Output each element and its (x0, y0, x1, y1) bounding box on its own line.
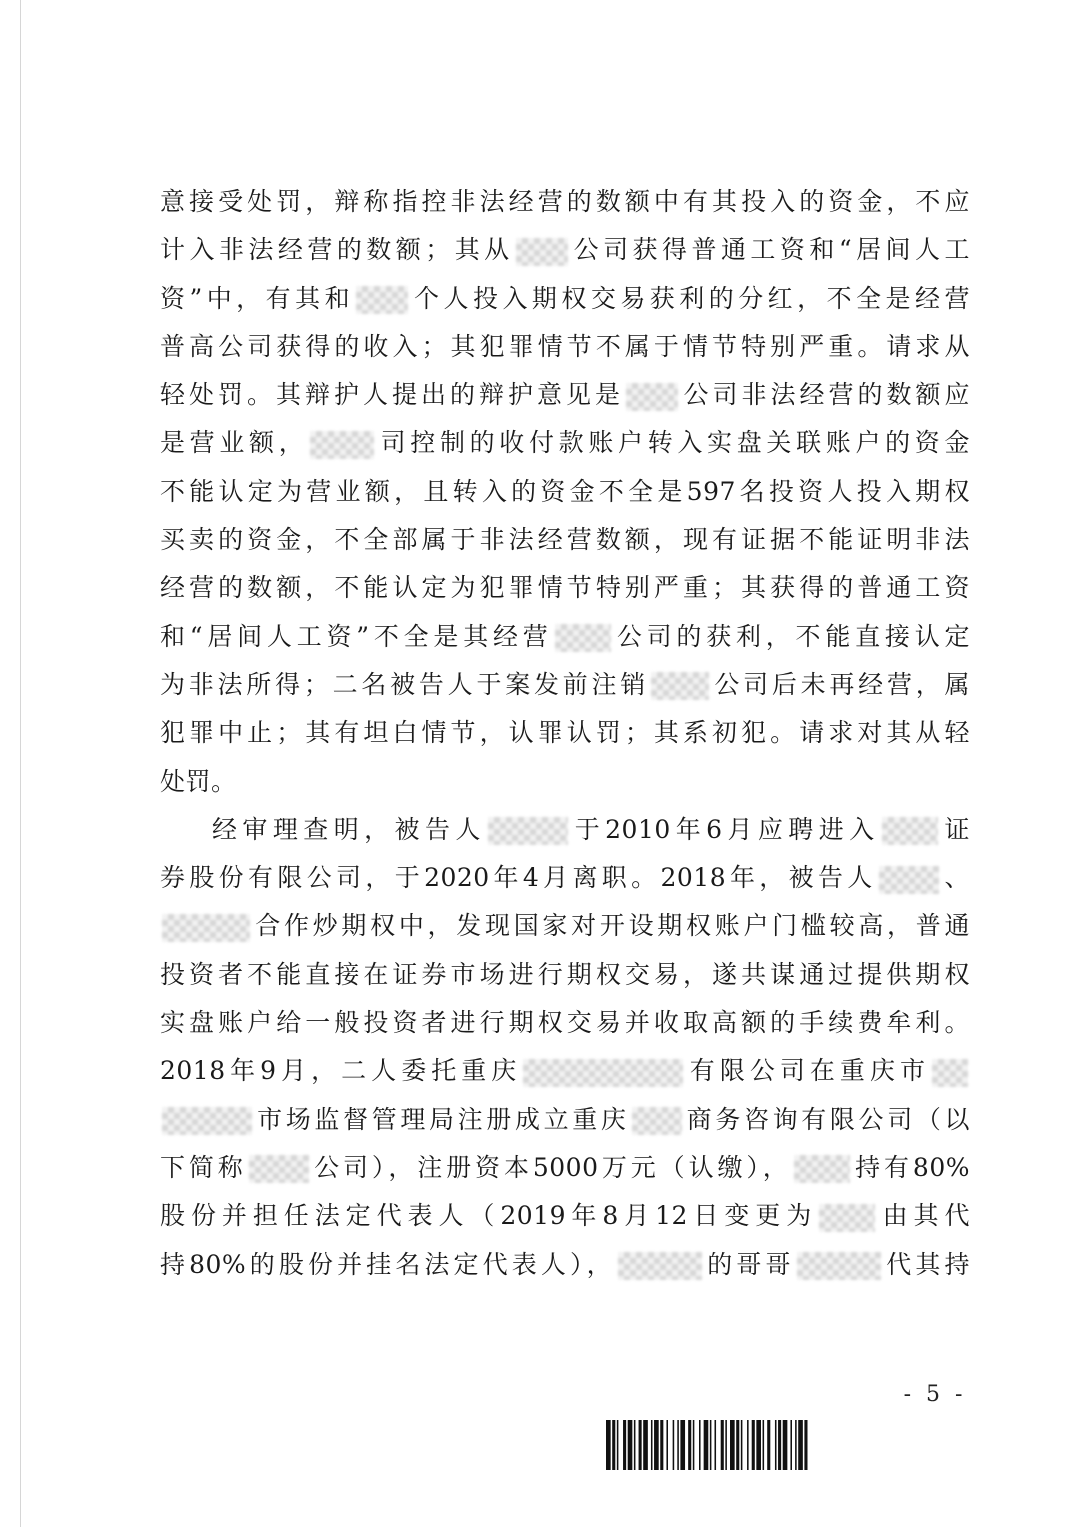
barcode-bar (699, 1420, 701, 1470)
redaction-mask (523, 1059, 683, 1087)
text-line: 投资者不能直接在证券市场进行期权交易，遂共谋通过提供期权 (160, 959, 970, 989)
redaction-mask (356, 286, 408, 314)
barcode (606, 1420, 958, 1470)
barcode-bar (715, 1420, 717, 1470)
barcode-bar (775, 1420, 777, 1470)
barcode-bar (623, 1420, 626, 1470)
text-line: 2018年9月，二人委托重庆 有限公司在重庆市 (160, 1047, 970, 1095)
redaction-mask (632, 1107, 682, 1135)
barcode-bar (804, 1420, 807, 1470)
text-line: 经审理查明，被告人 于2010年6月应聘进入 证 (212, 814, 970, 844)
redaction-mask (516, 238, 568, 266)
page-edge-line (20, 0, 21, 1527)
text-line: 为非法所得；二名被告人于案发前注销 公司后未再经营，属 (160, 669, 970, 699)
redaction-mask (162, 1107, 252, 1135)
page-number: - 5 - (903, 1382, 967, 1407)
barcode-bar (677, 1420, 679, 1470)
paragraph-defense (160, 178, 970, 806)
text-line: 轻处罚。其辩护人提出的辩护意见是 公司非法经营的数额应 (160, 380, 970, 410)
barcode-bar (721, 1420, 724, 1470)
redaction-mask (162, 914, 250, 942)
barcode-bar (725, 1420, 727, 1470)
barcode-bar (752, 1420, 755, 1470)
barcode-bar (741, 1420, 743, 1470)
text-line: 犯罪中止；其有坦白情节，认罪认罚；其系初犯。请求对其从轻 (160, 718, 970, 748)
text-line: 经营的数额，不能认定为犯罪情节特别严重；其获得的普通工资 (160, 573, 970, 603)
barcode-bar (654, 1420, 659, 1470)
text-line: 是营业额， 司控制的收付款账户转入实盘关联账户的资金 (160, 428, 970, 458)
text-line: 下简称 公司），注册资本5000万元（认缴）， 持有80% (160, 1152, 970, 1182)
text-line: 普高公司获得的收入；其犯罪情节不属于情节特别严重。请求从 (160, 331, 970, 361)
barcode-bar (660, 1420, 663, 1470)
barcode-bar (710, 1420, 712, 1470)
redaction-mask (310, 431, 374, 459)
text-line: 资”中，有其和 个人投入期权交易获利的分红，不全是经营 (160, 283, 970, 313)
text-line: 意接受处罚，辩称指控非法经营的数额中有其投入的资金，不应 (160, 187, 970, 216)
barcode-bar (790, 1420, 792, 1470)
text-line: 处罚。 (160, 766, 237, 796)
redaction-mask (819, 1204, 875, 1232)
barcode-bar (651, 1420, 653, 1470)
redaction-mask (879, 866, 939, 894)
barcode-bar (688, 1420, 691, 1470)
text-line: 市场监督管理局注册成立重庆 商务咨询有限公司（以 (160, 1096, 970, 1144)
barcode-bar (795, 1420, 797, 1470)
body-text (160, 178, 970, 1289)
barcode-bar (704, 1420, 709, 1470)
barcode-bar (767, 1420, 770, 1470)
barcode-bar (763, 1420, 765, 1470)
text-line: 不能认定为营业额，且转入的资金不全是597名投资人投入期权 (160, 476, 970, 506)
barcode-bar (634, 1420, 636, 1470)
barcode-bar (612, 1420, 615, 1470)
text-line: 持80%的股份并挂名法定代表人）， 的哥哥 代其持 (160, 1249, 970, 1279)
redaction-mask (488, 817, 568, 845)
text-line: 计入非法经营的数额；其从 公司获得普通工资和“居间人工 (160, 235, 970, 265)
barcode-bar (730, 1420, 735, 1470)
redaction-mask (794, 1155, 850, 1183)
text-line: 实盘账户给一般投资者进行期权交易并收取高额的手续费牟利。 (160, 1008, 970, 1038)
redaction-mask (555, 624, 611, 652)
text-line: 股份并担任法定代表人（2019年8月12日变更为 由其代 (160, 1201, 970, 1231)
paragraph-findings (160, 806, 970, 1289)
barcode-bar (666, 1420, 668, 1470)
barcode-bar (783, 1420, 788, 1470)
barcode-bar (693, 1420, 695, 1470)
barcode-bar (778, 1420, 781, 1470)
redaction-mask (618, 1252, 702, 1280)
text-line: 合作炒期权中，发现国家对开设期权账户门槛较高，普通 (160, 902, 970, 950)
barcode-bar (756, 1420, 761, 1470)
redaction-mask (797, 1252, 881, 1280)
redaction-mask (249, 1155, 309, 1183)
barcode-bar (673, 1420, 675, 1470)
barcode-bar (747, 1420, 749, 1470)
redaction-mask (626, 383, 678, 411)
barcode-bar (639, 1420, 642, 1470)
barcode-bar (680, 1420, 685, 1470)
barcode-bar (617, 1420, 619, 1470)
redaction-mask (651, 672, 709, 700)
barcode-bar (606, 1420, 611, 1470)
barcode-bar (736, 1420, 739, 1470)
redaction-mask (932, 1059, 968, 1087)
barcode-bar (643, 1420, 648, 1470)
redaction-mask (882, 817, 938, 845)
barcode-bar (798, 1420, 803, 1470)
barcode-bar (628, 1420, 633, 1470)
text-line: 和“居间人工资”不全是其经营 公司的获利，不能直接认定 (160, 621, 970, 651)
text-line: 券股份有限公司，于2020年4月离职。2018年，被告人 、 (160, 863, 970, 893)
text-line: 买卖的资金，不全部属于非法经营数额，现有证据不能证明非法 (160, 525, 970, 555)
